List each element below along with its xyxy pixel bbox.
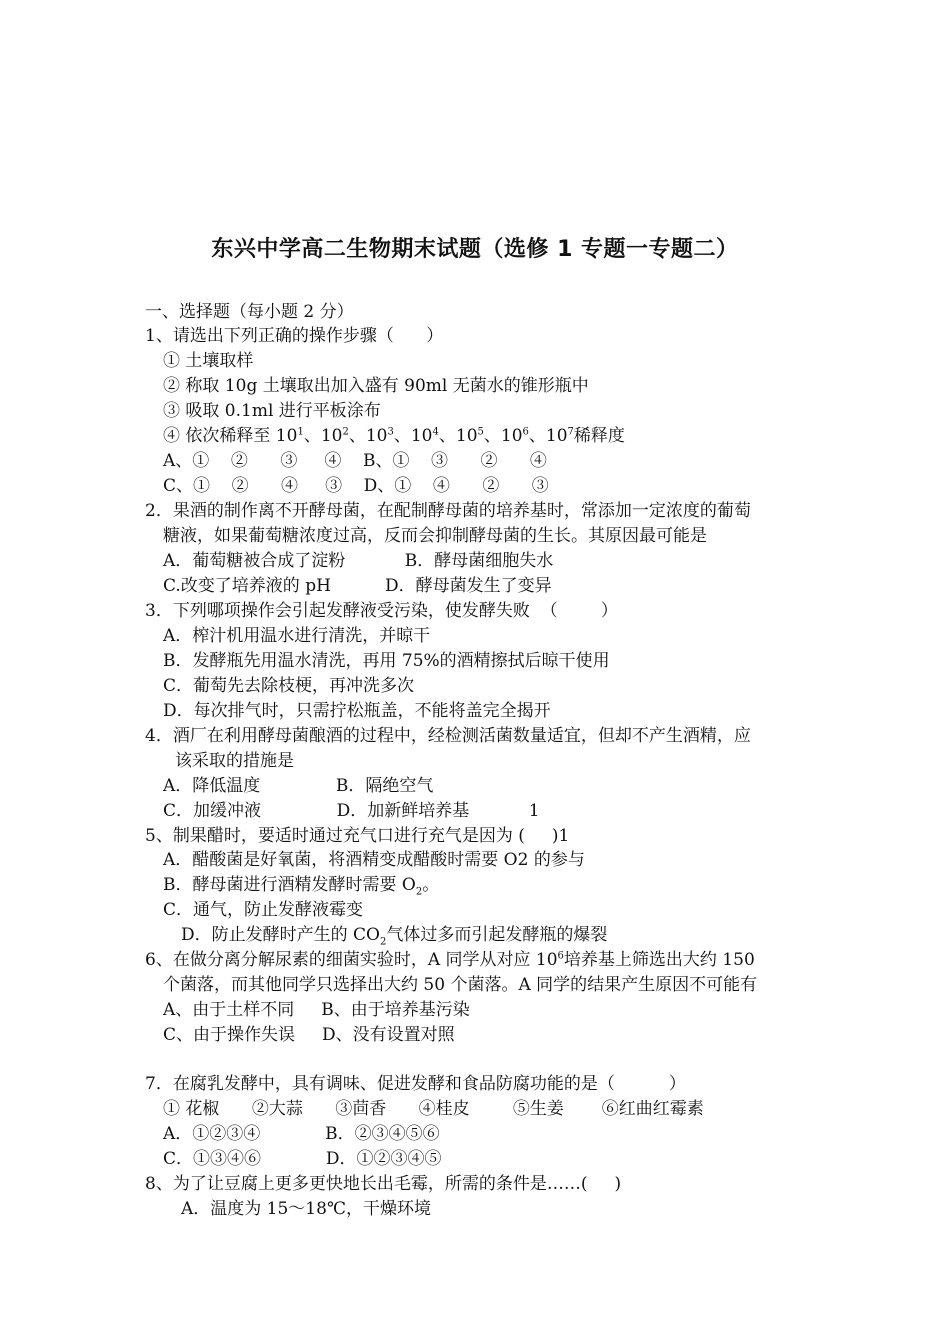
question-2-options-cd: C.改变了培养液的 pH D．酵母菌发生了变异 [163, 576, 552, 596]
question-4-options-ab: A．降低温度 B．隔绝空气 [163, 776, 434, 796]
question-3-option-a: A．榨汁机用温水进行清洗，并晾干 [163, 626, 431, 646]
question-5-option-a: A．醋酸菌是好氧菌，将酒精变成醋酸时需要 O2 的参与 [163, 850, 585, 870]
question-7-options-ab: A．①②③④ B．②③④⑤⑥ [163, 1124, 440, 1144]
question-1-step-2: ② 称取 10g 土壤取出加入盛有 90ml 无菌水的锥形瓶中 [163, 376, 589, 396]
question-2-stem-line-2: 糖液，如果葡萄糖浓度过高，反而会抑制酵母菌的生长。其原因最可能是 [163, 526, 707, 546]
question-1-options-ab: A、① ② ③ ④ B、① ③ ② ④ [163, 451, 547, 471]
section-heading: 一、选择题（每小题 2 分） [145, 302, 354, 322]
question-1-step-3: ③ 吸取 0.1ml 进行平板涂布 [163, 401, 381, 421]
question-7-items: ① 花椒 ②大蒜 ③茴香 ④桂皮 ⑤生姜 ⑥红曲红霉素 [163, 1099, 704, 1119]
question-3-stem: 3．下列哪项操作会引起发酵液受污染，使发酵失败 （ ） [145, 601, 618, 621]
question-4-stem-line-1: 4．酒厂在利用酵母菌酿酒的过程中，经检测活菌数量适宜，但却不产生酒精，应 [145, 726, 751, 746]
question-1-step-4: ④ 依次稀释至 $10^1$、$10^2$、$10^3$、$10^4$、$10^5$、$10^6$、$10^7$稀释度 [163, 426, 625, 446]
question-5-option-d: D．防止发酵时产生的 $CO_2$气体过多而引起发酵瓶的爆裂 [181, 925, 608, 948]
page-title: 东兴中学高二生物期末试题（选修 1 专题一专题二） [211, 237, 739, 262]
question-3-option-d: D．每次排气时，只需拧松瓶盖，不能将盖完全揭开 [163, 701, 551, 721]
question-2-options-ab: A．葡萄糖被合成了淀粉 B．酵母菌细胞失水 [163, 551, 554, 571]
question-4-stem-line-2: 该采取的措施是 [175, 751, 294, 771]
question-2-stem-line-1: 2．果酒的制作离不开酵母菌，在配制酵母菌的培养基时，常添加一定浓度的葡萄 [145, 501, 751, 521]
question-5-option-c: C．通气，防止发酵液霉变 [163, 900, 364, 920]
question-5-stem: 5、制果醋时，要适时通过充气口进行充气是因为 ( )1 [145, 826, 570, 846]
question-6-stem-line-1: 6、在做分离分解尿素的细菌实验时，A 同学从对应 $10^6$培养基上筛选出大约 150 [145, 950, 755, 970]
question-1-stem: 1、请选出下列正确的操作步骤（ ） [145, 326, 444, 346]
question-8-stem: 8、为了让豆腐上更多更快地长出毛霉，所需的条件是……( ) [145, 1174, 622, 1194]
question-6-stem-line-2: 个菌落，而其他同学只选择出大约 50 个菌落。A 同学的结果产生原因不可能有 [163, 975, 758, 995]
question-4-options-cd: C．加缓冲液 D．加新鲜培养基 1 [163, 801, 540, 821]
question-7-options-cd: C．①③④⑥ D．①②③④⑤ [163, 1149, 442, 1169]
question-1-step-1: ① 土壤取样 [163, 351, 254, 371]
question-5-option-b: B．酵母菌进行酒精发酵时需要 $O_2$。 [163, 875, 440, 898]
question-6-options-cd: C、由于操作失误 D、没有设置对照 [163, 1025, 455, 1045]
question-3-option-b: B．发酵瓶先用温水清洗，再用 75%的酒精擦拭后晾干使用 [163, 651, 610, 671]
question-6-options-ab: A、由于土样不同 B、由于培养基污染 [163, 1000, 470, 1020]
question-7-stem: 7．在腐乳发酵中，具有调味、促进发酵和食品防腐功能的是（ ） [145, 1074, 686, 1094]
question-8-option-a: A．温度为 15～18℃，干燥环境 [181, 1199, 431, 1219]
question-3-option-c: C．葡萄先去除枝梗，再冲洗多次 [163, 676, 415, 696]
question-1-options-cd: C、① ② ④ ③ D、① ④ ② ③ [163, 476, 549, 496]
